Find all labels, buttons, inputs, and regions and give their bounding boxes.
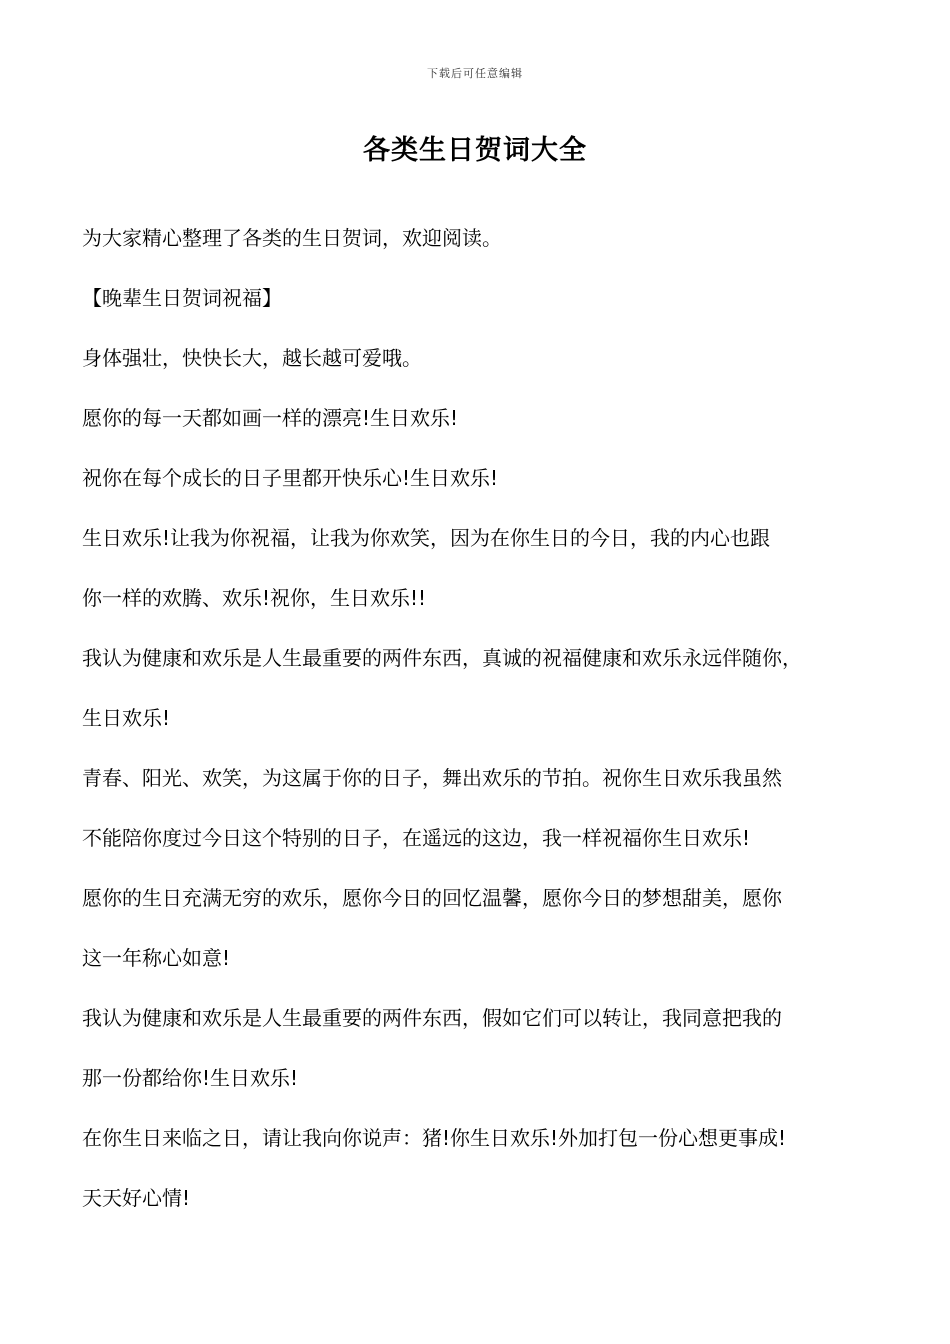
paragraph-line: 生日欢乐! [82, 706, 171, 730]
document-body [82, 221, 887, 1241]
paragraph-line: 愿你的每一天都如画一样的漂亮!生日欢乐! [82, 406, 459, 430]
paragraph-line: 在你生日来临之日，请让我向你说声：猪!你生日欢乐!外加打包一份心想更事成! [82, 1126, 787, 1150]
paragraph-line: 为大家精心整理了各类的生日贺词，欢迎阅读。 [82, 226, 502, 250]
header-note: 下载后可任意编辑 [427, 67, 523, 80]
paragraph-line: 我认为健康和欢乐是人生最重要的两件东西，真诚的祝福健康和欢乐永远伴随你， [82, 646, 802, 670]
paragraph-line: 愿你的生日充满无穷的欢乐，愿你今日的回忆温馨，愿你今日的梦想甜美，愿你 [82, 886, 782, 910]
paragraph-line: 青春、阳光、欢笑，为这属于你的日子，舞出欢乐的节拍。祝你生日欢乐我虽然 [82, 766, 782, 790]
paragraph-line: 那一份都给你!生日欢乐! [82, 1066, 299, 1090]
page-title: 各类生日贺词大全 [363, 135, 587, 166]
paragraph-line: 生日欢乐!让我为你祝福，让我为你欢笑，因为在你生日的今日，我的内心也跟 [82, 526, 771, 550]
paragraph-line: 不能陪你度过今日这个特别的日子，在遥远的这边，我一样祝福你生日欢乐! [82, 826, 751, 850]
paragraph-line: 身体强壮，快快长大，越长越可爱哦。 [82, 346, 422, 370]
section-heading: 【晚辈生日贺词祝福】 [82, 286, 282, 310]
paragraph-line: 天天好心情! [82, 1186, 191, 1210]
paragraph-line: 这一年称心如意! [82, 946, 231, 970]
paragraph-line: 你一样的欢腾、欢乐!祝你，生日欢乐!! [82, 586, 427, 610]
paragraph-line: 我认为健康和欢乐是人生最重要的两件东西，假如它们可以转让，我同意把我的 [82, 1006, 782, 1030]
paragraph-line: 祝你在每个成长的日子里都开快乐心!生日欢乐! [82, 466, 499, 490]
